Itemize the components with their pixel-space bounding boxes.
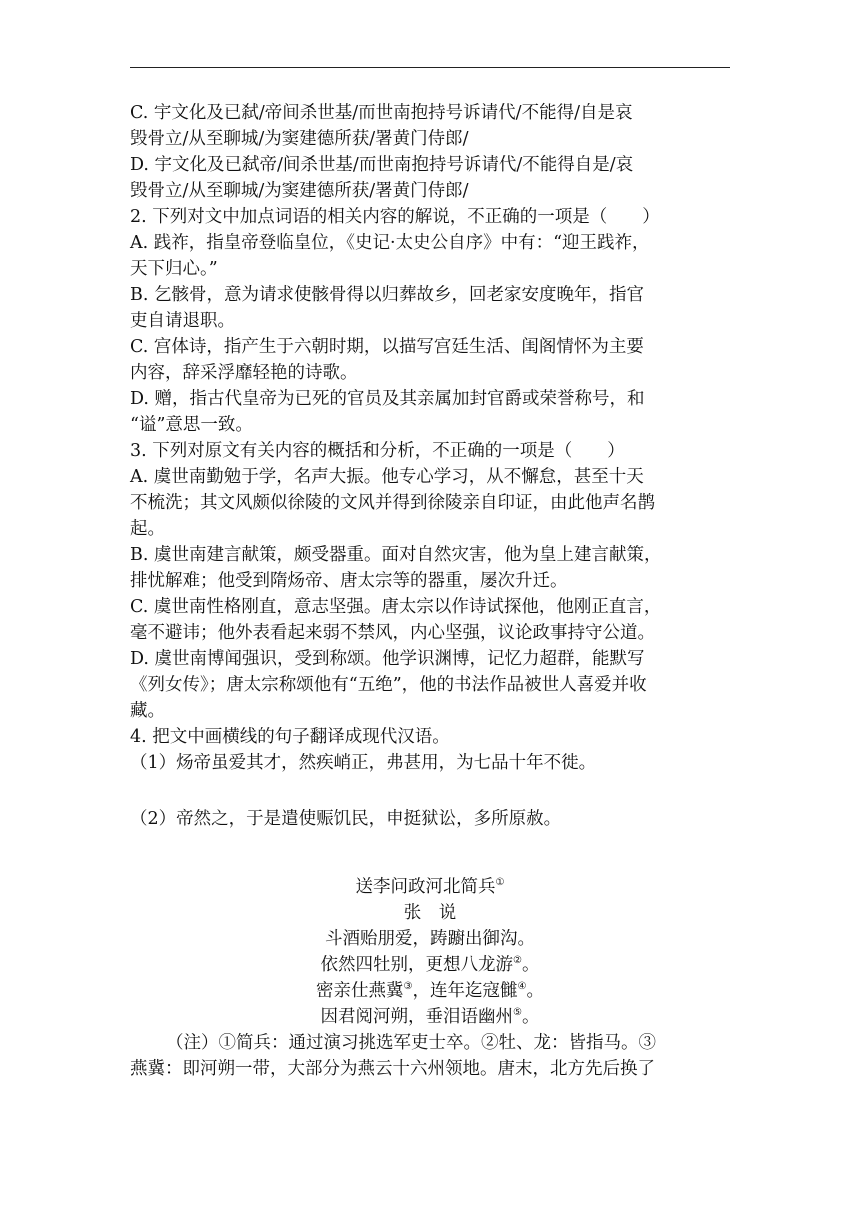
text-line: 藏。 bbox=[130, 701, 165, 721]
text-line: A. 践祚，指皇帝登临皇位，《史记·太史公自序》中有：“迎王践祚， bbox=[130, 233, 650, 253]
text-line: 内容，辞采浮靡轻艳的诗歌。 bbox=[130, 363, 358, 383]
translation-item-2: （2）帝然之，于是遣使赈饥民，申挺狱讼，多所原赦。 bbox=[130, 809, 562, 829]
text-line: 天下归心。” bbox=[130, 259, 218, 279]
question-text-block bbox=[130, 100, 730, 776]
poem-verse-4: 因君阅河朔，垂泪语幽州⑤。 bbox=[320, 1007, 540, 1027]
poem-author: 张 说 bbox=[403, 903, 457, 923]
text-line: B. 虞世南建言献策，颇受器重。面对自然灾害，他为皇上建言献策， bbox=[130, 545, 662, 565]
poem-verse-2: 依然四牡别，更想八龙游②。 bbox=[320, 955, 540, 975]
text-line: 吏自请退职。 bbox=[130, 311, 235, 331]
text-line: 4. 把文中画横线的句子翻译成现代汉语。 bbox=[130, 727, 450, 747]
text-line: D. 虞世南博闻强识，受到称颂。他学识渊博，记忆力超群，能默写 bbox=[130, 649, 645, 669]
text-line: 2. 下列对文中加点词语的相关内容的解说，不正确的一项是（ ） bbox=[130, 207, 660, 227]
text-line: C. 宫体诗，指产生于六朝时期，以描写宫廷生活、闺阁情怀为主要 bbox=[130, 337, 644, 357]
text-line: 《列女传》；唐太宗称颂他有“五绝”，他的书法作品被世人喜爱并收 bbox=[130, 675, 647, 695]
poem-verse-3: 密亲仕燕冀③，连年迄寇雠④。 bbox=[316, 981, 544, 1001]
text-line: D. 宇文化及已弑帝/间杀世基/而世南抱持号诉请代/不能得自是/哀 bbox=[130, 155, 634, 175]
text-line: “谥”意思一致。 bbox=[130, 415, 253, 435]
text-line: 排忧解难；他受到隋炀帝、唐太宗等的器重，屡次升迁。 bbox=[130, 571, 568, 591]
text-line: （1）炀帝虽爱其才，然疾峭正，弗甚用，为七品十年不徙。 bbox=[130, 753, 597, 773]
header-rule bbox=[130, 67, 730, 68]
poem-verse-1: 斗酒贻朋爱，踌躕出御沟。 bbox=[325, 929, 535, 949]
text-line: C. 虞世南性格刚直，意志坚强。唐太宗以作诗试探他，他刚正直言， bbox=[130, 597, 662, 617]
text-line: 3. 下列对原文有关内容的概括和分析，不正确的一项是（ ） bbox=[130, 441, 625, 461]
document-page bbox=[130, 100, 730, 1082]
text-line: B. 乞骸骨，意为请求使骸骨得以归葬故乡，回老家安度晚年，指官 bbox=[130, 285, 644, 305]
text-line: 不梳洗；其文风颇似徐陵的文风并得到徐陵亲自印证，由此他声名鹊 bbox=[130, 493, 655, 513]
poem-notes-line-2: 燕冀：即河朔一带，大部分为燕云十六州领地。唐末，北方先后换了 bbox=[130, 1059, 655, 1079]
text-line: A. 虞世南勤勉于学，名声大振。他专心学习，从不懈怠，甚至十天 bbox=[130, 467, 644, 487]
text-line: C. 宇文化及已弑/帝间杀世基/而世南抱持号诉请代/不能得/自是哀 bbox=[130, 103, 633, 123]
text-line: 毁骨立/从至聊城/为窦建德所获/署黄门侍郎/ bbox=[130, 129, 469, 149]
poem-title: 送李问政河北简兵① bbox=[355, 877, 505, 897]
text-line: 毁骨立/从至聊城/为窦建德所获/署黄门侍郎/ bbox=[130, 181, 469, 201]
text-line: 毫不避讳；他外表看起来弱不禁风，内心坚强，议论政事持守公道。 bbox=[130, 623, 655, 643]
text-line: D. 赠，指古代皇帝为已死的官员及其亲属加封官爵或荣誉称号，和 bbox=[130, 389, 645, 409]
text-line: 起。 bbox=[130, 519, 165, 539]
poem-notes-line-1: （注）①简兵：通过演习挑选军吏士卒。②牡、龙：皆指马。③ bbox=[166, 1033, 656, 1053]
